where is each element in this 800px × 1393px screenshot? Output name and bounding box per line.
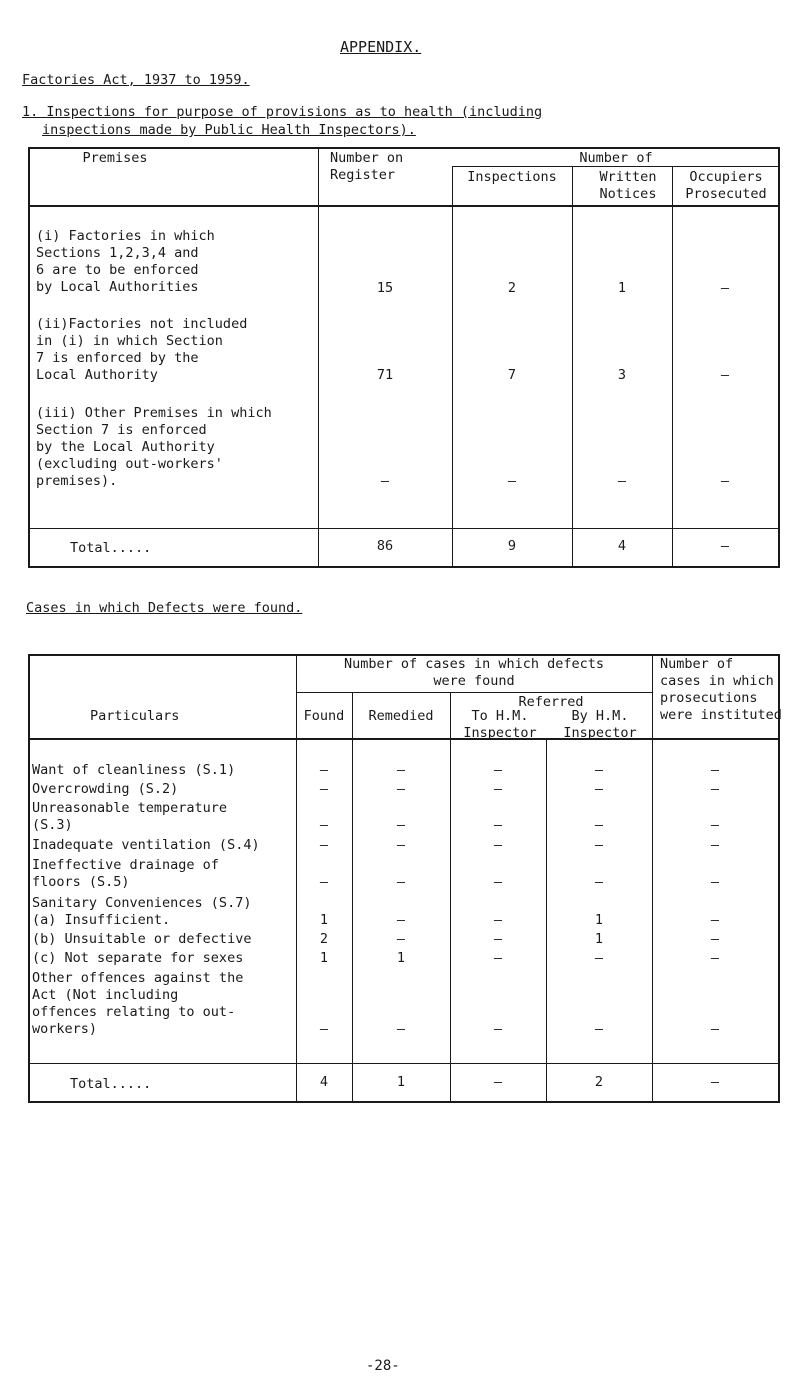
defect-row-found: – — [319, 1021, 329, 1037]
defect-row-label: Ineffective drainage of floors (S.5) — [32, 857, 219, 890]
row-ii-notices: 3 — [617, 367, 627, 383]
defect-row-found: – — [319, 781, 329, 797]
defect-row-by-hm: – — [594, 874, 604, 890]
defect-row-prosecutions: – — [710, 874, 720, 890]
table1-total-prosecuted: – — [720, 538, 730, 554]
inspections-header: Inspections — [467, 169, 557, 185]
row-iii-label: (iii) Other Premises in which Section 7 is enforced by the Local Authority (excluding out-workers' premises). — [36, 405, 272, 489]
row-i-label: (i) Factories in which Sections 1,2,3,4 and 6 are to be enforced by Local Authorities — [36, 228, 215, 295]
prosecutions-header: Number of cases in which prosecutions were instituted — [660, 656, 782, 723]
defect-row-to-hm: – — [493, 874, 503, 890]
defect-row-by-hm: – — [594, 817, 604, 833]
table2-total-prosecutions: – — [710, 1074, 720, 1090]
table2-total-remedied: 1 — [396, 1074, 406, 1090]
defect-row-to-hm: – — [493, 1021, 503, 1037]
defect-row-label: Overcrowding (S.2) — [32, 781, 179, 797]
defect-row-prosecutions: – — [710, 950, 720, 966]
defect-row-found: 1 — [319, 912, 329, 928]
defect-row-found: – — [319, 837, 329, 853]
defect-row-label: Unreasonable temperature (S.3) — [32, 800, 228, 833]
defect-row-remedied: – — [396, 931, 406, 947]
act-title — [22, 72, 250, 88]
row-i-register: 15 — [376, 280, 394, 296]
defect-row-prosecutions: – — [710, 931, 720, 947]
defect-row-label: Other offences against the Act (Not including offences relating to out- workers) — [32, 970, 244, 1037]
table2-total-label: Total..... — [70, 1076, 152, 1092]
row-ii-prosecuted: – — [720, 367, 730, 383]
defect-row-by-hm: – — [594, 1021, 604, 1037]
row-ii-register: 71 — [376, 367, 394, 383]
defect-row-found: – — [319, 874, 329, 890]
defect-row-to-hm: – — [493, 762, 503, 778]
found-header: Found — [303, 708, 345, 724]
defect-row-prosecutions: – — [710, 1021, 720, 1037]
defect-row-remedied: – — [396, 762, 406, 778]
defect-row-prosecutions: – — [710, 837, 720, 853]
written-notices-header: Written Notices — [599, 169, 657, 202]
defect-row-by-hm: – — [594, 762, 604, 778]
defect-row-label: Want of cleanliness (S.1) — [32, 762, 236, 778]
row-i-notices: 1 — [617, 280, 627, 296]
defect-row-by-hm: 1 — [594, 912, 604, 928]
defect-row-prosecutions: – — [710, 817, 720, 833]
defect-row-remedied: – — [396, 781, 406, 797]
row-iii-prosecuted: – — [720, 473, 730, 489]
number-of-header: Number of — [579, 150, 653, 166]
row-iii-inspections: – — [507, 473, 517, 489]
particulars-header: Particulars — [90, 708, 180, 724]
act-title-text: Factories Act, 1937 to 1959. — [22, 72, 250, 88]
to-hm-header: To H.M. Inspector — [463, 708, 537, 741]
section1-title-line1: 1. Inspections for purpose of provisions as to health (including — [22, 104, 543, 120]
row-ii-inspections: 7 — [507, 367, 517, 383]
section2-title: Cases in which Defects were found. — [26, 600, 303, 616]
table1-total-inspections: 9 — [507, 538, 517, 554]
defect-row-by-hm: – — [594, 837, 604, 853]
defect-row-label: (b) Unsuitable or defective — [32, 931, 252, 947]
defect-row-label: Sanitary Conveniences (S.7) (a) Insufficient. — [32, 895, 252, 928]
defect-row-prosecutions: – — [710, 912, 720, 928]
by-hm-header: By H.M. Inspector — [563, 708, 637, 741]
table2-total-to-hm: – — [493, 1074, 503, 1090]
row-i-inspections: 2 — [507, 280, 517, 296]
cases-group-header: Number of cases in which defects were found — [343, 656, 605, 689]
table1-total-notices: 4 — [617, 538, 627, 554]
defect-row-to-hm: – — [493, 950, 503, 966]
row-iii-register: – — [380, 473, 390, 489]
occupiers-prosecuted-header: Occupiers Prosecuted — [685, 169, 767, 202]
defect-row-by-hm: 1 — [594, 931, 604, 947]
table1-total-label: Total..... — [70, 540, 152, 556]
defect-row-by-hm: – — [594, 781, 604, 797]
defect-row-remedied: 1 — [396, 950, 406, 966]
defect-row-remedied: – — [396, 874, 406, 890]
defect-row-prosecutions: – — [710, 781, 720, 797]
page-number: -28- — [366, 1358, 400, 1374]
defect-row-by-hm: – — [594, 950, 604, 966]
table2-total-found: 4 — [319, 1074, 329, 1090]
row-ii-label: (ii)Factories not included in (i) in which Section 7 is enforced by the Local Authority — [36, 316, 248, 383]
defect-row-found: 1 — [319, 950, 329, 966]
appendix-heading: APPENDIX. — [340, 38, 422, 56]
defect-row-label: Inadequate ventilation (S.4) — [32, 837, 260, 853]
defect-row-prosecutions: – — [710, 762, 720, 778]
row-i-prosecuted: – — [720, 280, 730, 296]
defect-row-remedied: – — [396, 912, 406, 928]
remedied-header: Remedied — [368, 708, 434, 724]
register-header: Number on Register — [330, 150, 404, 183]
defect-row-to-hm: – — [493, 931, 503, 947]
defect-row-found: 2 — [319, 931, 329, 947]
defect-row-to-hm: – — [493, 817, 503, 833]
table1-total-register: 86 — [376, 538, 394, 554]
defect-row-found: – — [319, 762, 329, 778]
defect-row-label: (c) Not separate for sexes — [32, 950, 244, 966]
row-iii-notices: – — [617, 473, 627, 489]
defect-row-to-hm: – — [493, 837, 503, 853]
section1-title-line2: inspections made by Public Health Inspectors). — [42, 122, 416, 138]
referred-header: Referred — [518, 694, 584, 710]
defect-row-remedied: – — [396, 817, 406, 833]
defect-row-remedied: – — [396, 837, 406, 853]
defect-row-to-hm: – — [493, 912, 503, 928]
defect-row-to-hm: – — [493, 781, 503, 797]
defect-row-remedied: – — [396, 1021, 406, 1037]
defect-row-found: – — [319, 817, 329, 833]
table2-total-by-hm: 2 — [594, 1074, 604, 1090]
premises-header: Premises — [82, 150, 148, 166]
